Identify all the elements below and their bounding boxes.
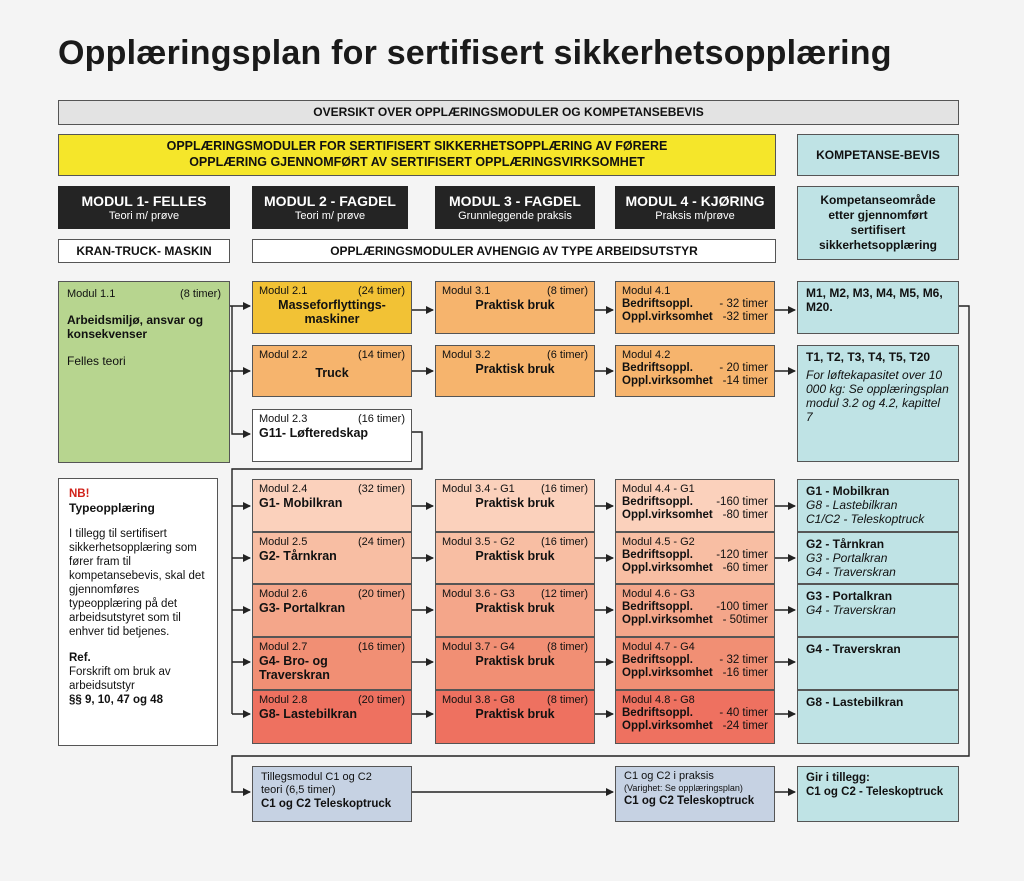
module-id: Modul 2.1: [259, 285, 308, 297]
competence-title: G1 - Mobilkran: [806, 484, 890, 498]
module-id: Modul 2.6: [259, 588, 308, 600]
module-id: Modul 4.6 - G3: [622, 588, 695, 600]
competence-title: G2 - Tårnkran: [806, 537, 885, 551]
module-header-sub: Teori m/ prøve: [294, 209, 366, 222]
line-value: - 32 timer: [719, 654, 768, 666]
competence-item: G3 - Portalkran: [806, 551, 888, 565]
nb-ref-paragraphs: §§ 9, 10, 47 og 48: [69, 694, 163, 706]
bottom-title: C1 og C2 Teleskoptruck: [624, 795, 755, 807]
module-hours: (8 timer): [547, 285, 588, 297]
page-title: Opplæringsplan for sertifisert sikkerhetsopplæring: [58, 34, 892, 72]
kompetanse-header: KOMPETANSE-BEVIS: [797, 134, 959, 176]
line-label: Oppl.virksomhet: [622, 375, 713, 387]
module-header-title: MODUL 1- FELLES: [81, 192, 207, 209]
competence-item: C1/C2 - Teleskoptruck: [806, 512, 925, 526]
module-title: Truck: [315, 366, 349, 380]
banner-line-1: OPPLÆRINGSMODULER FOR SERTIFISERT SIKKERHETSOPPLÆRING AV FØRERE: [166, 139, 668, 153]
bottom-line: Gir i tillegg:: [806, 772, 870, 784]
module-header-title: MODUL 4 - KJØRING: [625, 192, 765, 209]
module-header-sub: Praksis m/prøve: [655, 209, 735, 222]
banner-line-2: OPPLÆRING GJENNOMFØRT AV SERTIFISERT OPPLÆRINGSVIRKSOMHET: [189, 155, 645, 169]
bottom-line: C1 og C2 i praksis: [624, 770, 714, 782]
module-hours: (6 timer): [547, 349, 588, 361]
line-value: -160 timer: [716, 496, 768, 508]
module-id: Modul 3.1: [442, 285, 491, 297]
bottom-line: teori (6,5 timer): [261, 784, 336, 796]
module-id: Modul 2.8: [259, 694, 308, 706]
line-value: -14 timer: [722, 375, 768, 387]
kran-truck-maskin-bar: KRAN-TRUCK- MASKIN: [58, 239, 230, 263]
kompetanse-sub-line: Kompetanseområde: [820, 193, 936, 207]
nb-ref-label: Ref.: [69, 652, 91, 664]
line-label: Oppl.virksomhet: [622, 667, 713, 679]
nb-ref-text: Forskrift om bruk av arbeidsutstyr: [69, 666, 171, 692]
module-hours: (14 timer): [357, 349, 405, 361]
module-hours: (8 timer): [180, 288, 221, 300]
line-label: Oppl.virksomhet: [622, 720, 713, 732]
kompetanse-sub-line: sertifisert: [850, 223, 906, 237]
bottom-line: Tillegsmodul C1 og C2: [261, 771, 372, 783]
competence-title: G3 - Portalkran: [806, 589, 893, 603]
competence-note: For løftekapasitet over 10 000 kg: Se opplæringsplan modul 3.2 og 4.2, kapittel 7: [806, 368, 949, 424]
module-hours: (12 timer): [540, 588, 588, 600]
competence-item: G8 - Lastebilkran: [806, 498, 898, 512]
line-label: Bedriftsoppl.: [622, 362, 693, 374]
line-label: Bedriftsoppl.: [622, 298, 693, 310]
line-value: - 20 timer: [719, 362, 768, 374]
line-value: -24 timer: [722, 720, 768, 732]
module-hours: (16 timer): [540, 536, 588, 548]
module-title: G4- Bro- og Traverskran: [259, 654, 330, 682]
module-title: Praktisk bruk: [475, 298, 555, 312]
module-id: Modul 3.4 - G1: [442, 483, 515, 495]
module-title: G3- Portalkran: [259, 601, 346, 615]
module-header-sub: Teori m/ prøve: [108, 209, 180, 222]
module-hours: (8 timer): [547, 641, 588, 653]
module-header-title: MODUL 2 - FAGDEL: [264, 192, 396, 209]
module-id: Modul 4.8 - G8: [622, 694, 695, 706]
line-label: Oppl.virksomhet: [622, 311, 713, 323]
competence-item: G4 - Traverskran: [806, 565, 896, 579]
module-id: Modul 4.7 - G4: [622, 641, 695, 653]
module-title: Praktisk bruk: [475, 707, 555, 721]
competence-item: G4 - Traverskran: [806, 603, 896, 617]
line-label: Oppl.virksomhet: [622, 509, 713, 521]
module-id: Modul 3.6 - G3: [442, 588, 515, 600]
module-title: G2- Tårnkran: [259, 549, 337, 563]
module-id: Modul 2.4: [259, 483, 308, 495]
line-label: Bedriftsoppl.: [622, 549, 693, 561]
module-id: Modul 2.2: [259, 349, 308, 361]
line-value: -80 timer: [722, 509, 768, 521]
module-id: Modul 2.3: [259, 413, 308, 425]
nb-heading: Typeopplæring: [69, 501, 155, 515]
line-label: Oppl.virksomhet: [622, 562, 713, 574]
line-label: Bedriftsoppl.: [622, 496, 693, 508]
module-hours: (20 timer): [357, 588, 405, 600]
module-title: Praktisk bruk: [475, 654, 555, 668]
module-id: Modul 3.7 - G4: [442, 641, 515, 653]
module-id: Modul 2.7: [259, 641, 308, 653]
module-title: Masseforflyttings-maskiner: [278, 298, 386, 326]
line-label: Bedriftsoppl.: [622, 601, 693, 613]
competence-title: T1, T2, T3, T4, T5, T20: [806, 350, 931, 364]
competence-title: G4 - Traverskran: [806, 642, 901, 656]
line-label: Oppl.virksomhet: [622, 614, 713, 626]
bottom-title: C1 og C2 - Teleskoptruck: [806, 786, 944, 798]
module-header-title: MODUL 3 - FAGDEL: [449, 192, 581, 209]
line-label: Bedriftsoppl.: [622, 654, 693, 666]
module-hours: (24 timer): [357, 285, 405, 297]
module-hours: (20 timer): [357, 694, 405, 706]
line-value: -32 timer: [722, 311, 768, 323]
nb-label: NB!: [69, 488, 90, 500]
connector-to-tillegsmodul: [232, 306, 969, 792]
bottom-line: (Varighet: Se opplæringsplan): [624, 783, 743, 793]
module-title: Praktisk bruk: [475, 496, 555, 510]
module-title: G11- Løfteredskap: [259, 426, 369, 440]
competence-title: M1, M2, M3, M4, M5, M6, M20.: [806, 286, 943, 314]
module-hours: (16 timer): [357, 641, 405, 653]
module-title: Praktisk bruk: [475, 362, 555, 376]
kompetanse-sub-line: etter gjennomført: [828, 208, 928, 222]
module-id: Modul 4.5 - G2: [622, 536, 695, 548]
module-id: Modul 1.1: [67, 288, 116, 300]
overview-bar: OVERSIKT OVER OPPLÆRINGSMODULER OG KOMPETANSEBEVIS: [58, 100, 959, 125]
line-value: - 50timer: [722, 614, 768, 626]
avhengig-bar: OPPLÆRINGSMODULER AVHENGIG AV TYPE ARBEIDSUTSTYR: [252, 239, 776, 263]
arrow-1-1-to-2-3: [232, 306, 250, 434]
connector-2-3-loop: [232, 432, 422, 714]
module-id: Modul 3.5 - G2: [442, 536, 515, 548]
module-hours: (32 timer): [357, 483, 405, 495]
line-value: -100 timer: [716, 601, 768, 613]
module-title: G1- Mobilkran: [259, 496, 343, 510]
module-hours: (16 timer): [540, 483, 588, 495]
module-hours: (24 timer): [357, 536, 405, 548]
module-note: Felles teori: [67, 354, 126, 368]
module-title: G8- Lastebilkran: [259, 707, 357, 721]
module-title: Praktisk bruk: [475, 601, 555, 615]
module-id: Modul 4.4 - G1: [622, 483, 695, 495]
module-id: Modul 3.2: [442, 349, 491, 361]
line-value: -16 timer: [722, 667, 768, 679]
competence-title: G8 - Lastebilkran: [806, 695, 904, 709]
module-id: Modul 3.8 - G8: [442, 694, 515, 706]
module-id: Modul 2.5: [259, 536, 308, 548]
nb-body: I tillegg til sertifisert sikkerhetsopplæring som fører fram til kompetansebevis, skal det gjennomføres typeopplæring på det arbeidsutstyret som til enhver tid betjenes.: [69, 528, 205, 638]
line-value: - 32 timer: [719, 298, 768, 310]
module-hours: (8 timer): [547, 694, 588, 706]
line-value: -120 timer: [716, 549, 768, 561]
module-id: Modul 4.1: [622, 285, 671, 297]
module-title: Praktisk bruk: [475, 549, 555, 563]
module-hours: (16 timer): [357, 413, 405, 425]
module-header-sub: Grunnleggende praksis: [458, 209, 572, 222]
bottom-title: C1 og C2 Teleskoptruck: [261, 798, 392, 810]
module-id: Modul 4.2: [622, 349, 671, 361]
line-label: Bedriftsoppl.: [622, 707, 693, 719]
module-title: Arbeidsmiljø, ansvar og konsekvenser: [67, 313, 204, 341]
line-value: - 40 timer: [719, 707, 768, 719]
kompetanse-sub-line: sikkerhetsopplæring: [818, 238, 938, 252]
line-value: -60 timer: [722, 562, 768, 574]
